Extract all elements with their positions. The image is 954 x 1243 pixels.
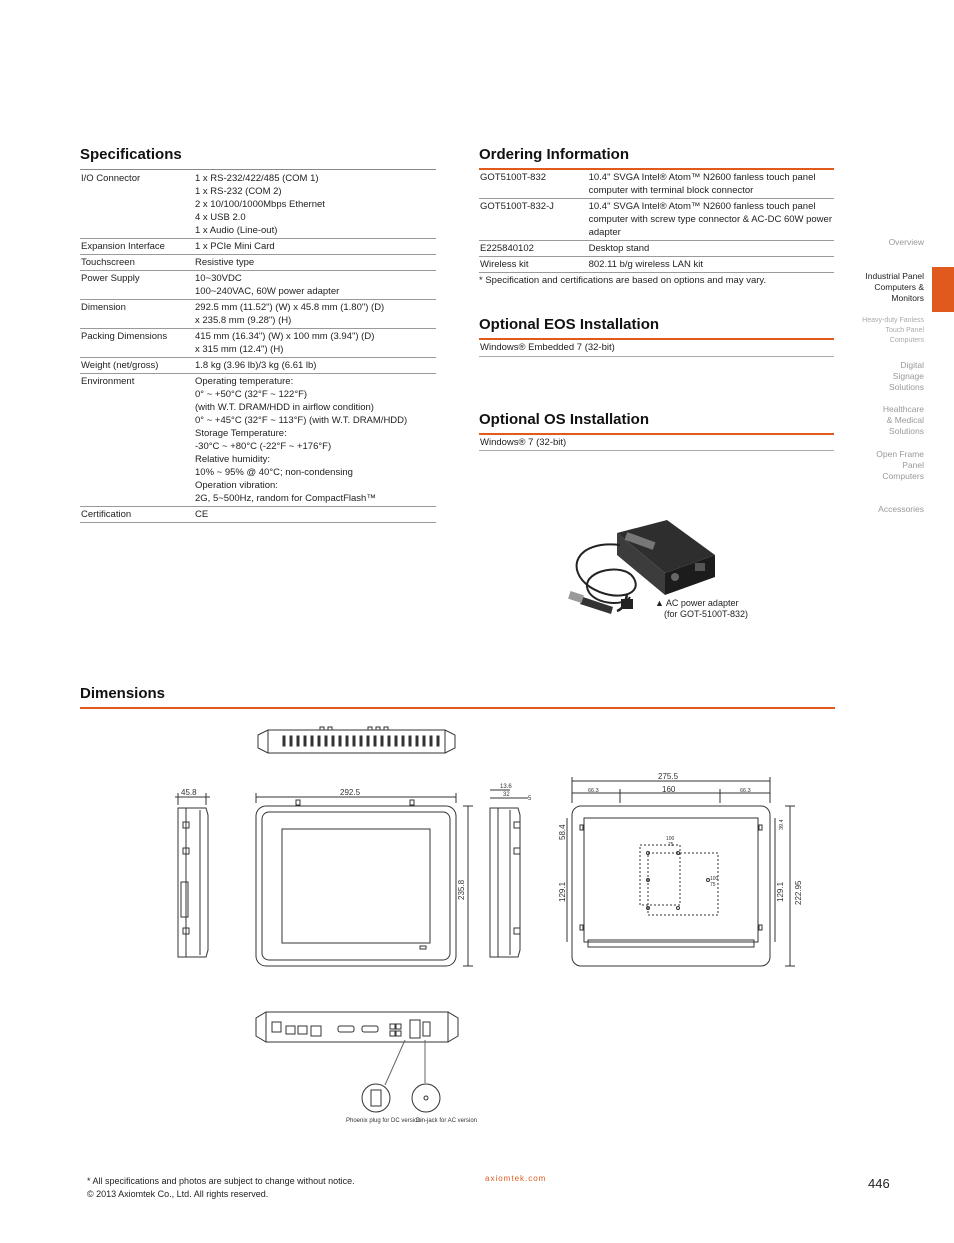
vent-slot bbox=[416, 736, 418, 746]
dim-rear-r: 66.3 bbox=[740, 788, 751, 794]
order-row-value bbox=[588, 257, 834, 273]
spec-row-value-line: x 315 mm (12.4") (H) bbox=[195, 344, 284, 355]
dim-vesa-w: 100 bbox=[666, 836, 675, 842]
order-row-value-line: computer with terminal block connector bbox=[588, 185, 754, 196]
spec-row-value bbox=[194, 239, 436, 255]
spec-row-value-line: Storage Temperature: bbox=[195, 428, 287, 439]
vent-slot bbox=[290, 736, 292, 746]
dim-rear-h: 222.95 bbox=[794, 880, 803, 905]
sidebar-line: & Medical bbox=[886, 415, 924, 425]
sidebar-item-accessories[interactable]: Accessories bbox=[878, 504, 924, 514]
spec-row-value bbox=[194, 255, 436, 271]
order-row-value bbox=[588, 241, 834, 257]
vent-slot bbox=[283, 736, 285, 746]
dim-rear-top-r: 39.4 bbox=[779, 819, 785, 830]
spec-row-value bbox=[194, 507, 436, 523]
specifications-table-wrap bbox=[80, 171, 436, 523]
dim-vesa-w2: 75 bbox=[668, 842, 674, 848]
dim-vesa-h2: 75 bbox=[710, 882, 716, 888]
sidebar-line: Digital bbox=[900, 360, 924, 370]
vent-slot bbox=[388, 736, 390, 746]
sidebar-sub-line: Computers bbox=[889, 337, 924, 344]
vent-slot bbox=[437, 736, 439, 746]
vent-slot bbox=[360, 736, 362, 746]
sidebar-line: Open Frame bbox=[876, 449, 924, 459]
os-title: Optional OS Installation bbox=[479, 411, 650, 428]
order-row-value-line: 802.11 b/g wireless LAN kit bbox=[588, 259, 704, 270]
specifications-table bbox=[80, 171, 436, 523]
spec-row-value bbox=[194, 374, 436, 507]
spec-row-value-line: 0° ~ +50°C (32°F ~ 122°F) bbox=[195, 389, 308, 400]
os-rule bbox=[479, 433, 834, 435]
ordering-table-wrap bbox=[479, 170, 834, 286]
spec-row-label: Packing Dimensions bbox=[80, 329, 194, 358]
spec-row-value-line: Resistive type bbox=[195, 257, 255, 268]
spec-row bbox=[80, 358, 436, 374]
spec-row-value-line: 2G, 5~500Hz, random for CompactFlash™ bbox=[195, 493, 376, 504]
dim-rear-mid: 129.1 bbox=[558, 881, 567, 902]
spec-row-value-line: 0° ~ +45°C (32°F ~ 113°F) (with W.T. DRAM/HDD) bbox=[195, 415, 408, 426]
sidebar-sub-line: Touch Panel bbox=[885, 327, 924, 334]
eos-value: Windows® Embedded 7 (32-bit) bbox=[480, 342, 615, 353]
spec-row bbox=[80, 271, 436, 300]
spec-row bbox=[80, 300, 436, 329]
phoenix-caption: Phoenix plug for DC version bbox=[346, 1118, 421, 1124]
spec-row-value-line: (with W.T. DRAM/HDD in airflow condition) bbox=[195, 402, 374, 413]
footer-note: * All specifications and photos are subject to change without notice. bbox=[87, 1176, 355, 1186]
spec-row-label: Power Supply bbox=[80, 271, 194, 300]
vent-slot bbox=[409, 736, 411, 746]
sidebar-item-heavy-duty[interactable] bbox=[844, 316, 924, 346]
adapter-caption-line2: (for GOT-5100T-832) bbox=[664, 609, 749, 619]
ordering-title: Ordering Information bbox=[479, 146, 629, 163]
eos-title: Optional EOS Installation bbox=[479, 316, 660, 333]
eos-rule bbox=[479, 338, 834, 340]
vent-slot bbox=[346, 736, 348, 746]
dim-rear-hole: 160 bbox=[662, 785, 676, 794]
order-row-value-line: Desktop stand bbox=[588, 243, 650, 254]
adapter-caption-line1: ▲ AC power adapter bbox=[655, 598, 739, 608]
sidebar-item-healthcare[interactable] bbox=[844, 404, 924, 437]
sidebar-item-open-frame[interactable] bbox=[844, 449, 924, 482]
dim-depth: 45.8 bbox=[181, 788, 197, 797]
vent-slot bbox=[423, 736, 425, 746]
spec-row-value bbox=[194, 271, 436, 300]
spec-row-value-line: x 235.8 mm (9.28") (H) bbox=[195, 315, 292, 326]
spec-row-value-line: Operating temperature: bbox=[195, 376, 294, 387]
spec-row-value-line: 292.5 mm (11.52") (W) x 45.8 mm (1.80") (D) bbox=[195, 302, 385, 313]
sidebar-active-line: Monitors bbox=[891, 293, 924, 303]
spec-row-value-line: -30°C ~ +80°C (-22°F ~ +176°F) bbox=[195, 441, 332, 452]
sidebar-item-industrial-panel[interactable] bbox=[844, 271, 924, 304]
spec-row-value-line: 100~240VAC, 60W power adapter bbox=[195, 286, 340, 297]
eos-bottom-rule bbox=[479, 356, 834, 357]
spec-row-value-line: CE bbox=[195, 509, 209, 520]
spec-row-value-line: Relative humidity: bbox=[195, 454, 270, 465]
spec-row-label: Touchscreen bbox=[80, 255, 194, 271]
order-row-label: GOT5100T-832-J bbox=[479, 199, 588, 241]
order-row bbox=[479, 199, 834, 241]
spec-row-label: Weight (net/gross) bbox=[80, 358, 194, 374]
sidebar-line: Signage bbox=[892, 371, 924, 381]
right-side-view-drawing bbox=[490, 790, 528, 957]
dim-rear-top: 58.4 bbox=[558, 824, 567, 840]
dim-side-a: 13.6 bbox=[500, 784, 512, 790]
spec-row bbox=[80, 507, 436, 523]
rear-view-drawing bbox=[567, 777, 795, 966]
specifications-rule bbox=[80, 169, 436, 170]
order-row-value-line: 10.4" SVGA Intel® Atom™ N2600 fanless touch panel bbox=[588, 201, 816, 212]
dim-side-c: 5 bbox=[528, 796, 532, 802]
dim-rear-w: 275.5 bbox=[658, 772, 679, 781]
specifications-title: Specifications bbox=[80, 146, 182, 163]
vent-slot bbox=[325, 736, 327, 746]
vent-slot bbox=[367, 736, 369, 746]
vent-slot bbox=[339, 736, 341, 746]
footer-copyright: © 2013 Axiomtek Co., Ltd. All rights reserved. bbox=[87, 1189, 269, 1199]
sidebar-line: Computers bbox=[882, 471, 924, 481]
dim-width: 292.5 bbox=[340, 788, 361, 797]
dim-rear-mid-r: 129.1 bbox=[776, 881, 785, 902]
sidebar-line: Healthcare bbox=[882, 404, 924, 414]
spec-row bbox=[80, 374, 436, 507]
spec-row-value bbox=[194, 300, 436, 329]
vent-slot bbox=[318, 736, 320, 746]
vent-slot bbox=[430, 736, 432, 746]
connector-detail-drawing bbox=[362, 1084, 440, 1112]
spec-row-value-line: 1 x RS-232 (COM 2) bbox=[195, 186, 282, 197]
order-row bbox=[479, 241, 834, 257]
spec-row-value bbox=[194, 358, 436, 374]
spec-row-label: Certification bbox=[80, 507, 194, 523]
os-bottom-rule bbox=[479, 450, 834, 451]
spec-row-label: Dimension bbox=[80, 300, 194, 329]
spec-row-value-line: 1.8 kg (3.96 lb)/3 kg (6.61 lb) bbox=[195, 360, 317, 371]
sidebar-item-digital-signage[interactable] bbox=[844, 360, 924, 393]
order-row bbox=[479, 170, 834, 199]
page-number: 446 bbox=[868, 1176, 890, 1191]
sidebar-active-line: Computers & bbox=[874, 282, 924, 292]
sidebar-item-overview[interactable]: Overview bbox=[888, 237, 924, 247]
vent-slot bbox=[297, 736, 299, 746]
order-row-value bbox=[588, 199, 834, 241]
spec-row-value-line: 415 mm (16.34") (W) x 100 mm (3.94") (D) bbox=[195, 331, 375, 342]
vent-slot bbox=[374, 736, 376, 746]
order-row bbox=[479, 257, 834, 273]
ordering-table bbox=[479, 170, 834, 273]
spec-row-value-line: 1 x RS-232/422/485 (COM 1) bbox=[195, 173, 319, 184]
footer-url[interactable]: axiomtek.com bbox=[485, 1174, 547, 1183]
spec-row-label: I/O Connector bbox=[80, 171, 194, 239]
dimensions-drawing bbox=[0, 720, 954, 1130]
os-value: Windows® 7 (32-bit) bbox=[480, 437, 567, 448]
order-row-value-line: adapter bbox=[588, 227, 621, 238]
dimensions-title: Dimensions bbox=[80, 685, 166, 702]
sidebar-active-line: Industrial Panel bbox=[865, 271, 924, 281]
adapter-caption bbox=[655, 598, 748, 620]
dim-vesa-h: 100 bbox=[710, 876, 719, 882]
front-view-drawing bbox=[256, 793, 473, 966]
spec-row-label: Expansion Interface bbox=[80, 239, 194, 255]
vent-slot bbox=[395, 736, 397, 746]
spec-row-value-line: 2 x 10/100/1000Mbps Ethernet bbox=[195, 199, 325, 210]
spec-row-value-line: 1 x PCIe Mini Card bbox=[195, 241, 275, 252]
sidebar-sub-line: Heavy-duty Fanless bbox=[862, 317, 924, 324]
spec-row bbox=[80, 255, 436, 271]
vent-slot bbox=[381, 736, 383, 746]
vent-slot bbox=[332, 736, 334, 746]
order-row-label: GOT5100T-832 bbox=[479, 170, 588, 199]
sidebar-line: Solutions bbox=[889, 382, 924, 392]
sidebar-line: Panel bbox=[902, 460, 924, 470]
spec-row-value-line: 10~30VDC bbox=[195, 273, 242, 284]
spec-row-value-line: 1 x Audio (Line-out) bbox=[195, 225, 278, 236]
dim-rear-l: 66.3 bbox=[588, 788, 599, 794]
sidebar-active-marker bbox=[932, 267, 954, 312]
order-row-value bbox=[588, 170, 834, 199]
sidebar-line: Solutions bbox=[889, 426, 924, 436]
dim-side-b: 32 bbox=[503, 792, 510, 798]
spec-row bbox=[80, 329, 436, 358]
top-view-drawing bbox=[258, 727, 455, 753]
footer-notes bbox=[87, 1175, 355, 1201]
spec-row-value bbox=[194, 171, 436, 239]
left-side-view-drawing bbox=[175, 793, 210, 957]
spec-row-value-line: 4 x USB 2.0 bbox=[195, 212, 246, 223]
vent-slot bbox=[353, 736, 355, 746]
order-row-value-line: 10.4" SVGA Intel® Atom™ N2600 fanless touch panel bbox=[588, 172, 816, 183]
ordering-note: * Specification and certifications are based on options and may vary. bbox=[479, 275, 767, 286]
spec-row-label: Environment bbox=[80, 374, 194, 507]
order-row-label: E225840102 bbox=[479, 241, 588, 257]
vent-slot bbox=[311, 736, 313, 746]
spec-row-value-line: 10% ~ 95% @ 40°C; non-condensing bbox=[195, 467, 353, 478]
vent-slot bbox=[402, 736, 404, 746]
order-row-value-line: computer with screw type connector & AC-DC 60W power bbox=[588, 214, 832, 225]
dim-height: 235.8 bbox=[457, 879, 466, 900]
order-row-label: Wireless kit bbox=[479, 257, 588, 273]
spec-row-value-line: Operation vibration: bbox=[195, 480, 278, 491]
spec-row-value bbox=[194, 329, 436, 358]
dinjack-caption: Din-jack for AC version bbox=[416, 1118, 478, 1124]
bottom-view-drawing bbox=[256, 1012, 458, 1085]
dimensions-rule bbox=[80, 707, 835, 709]
spec-row bbox=[80, 171, 436, 239]
spec-row bbox=[80, 239, 436, 255]
vent-slot bbox=[304, 736, 306, 746]
